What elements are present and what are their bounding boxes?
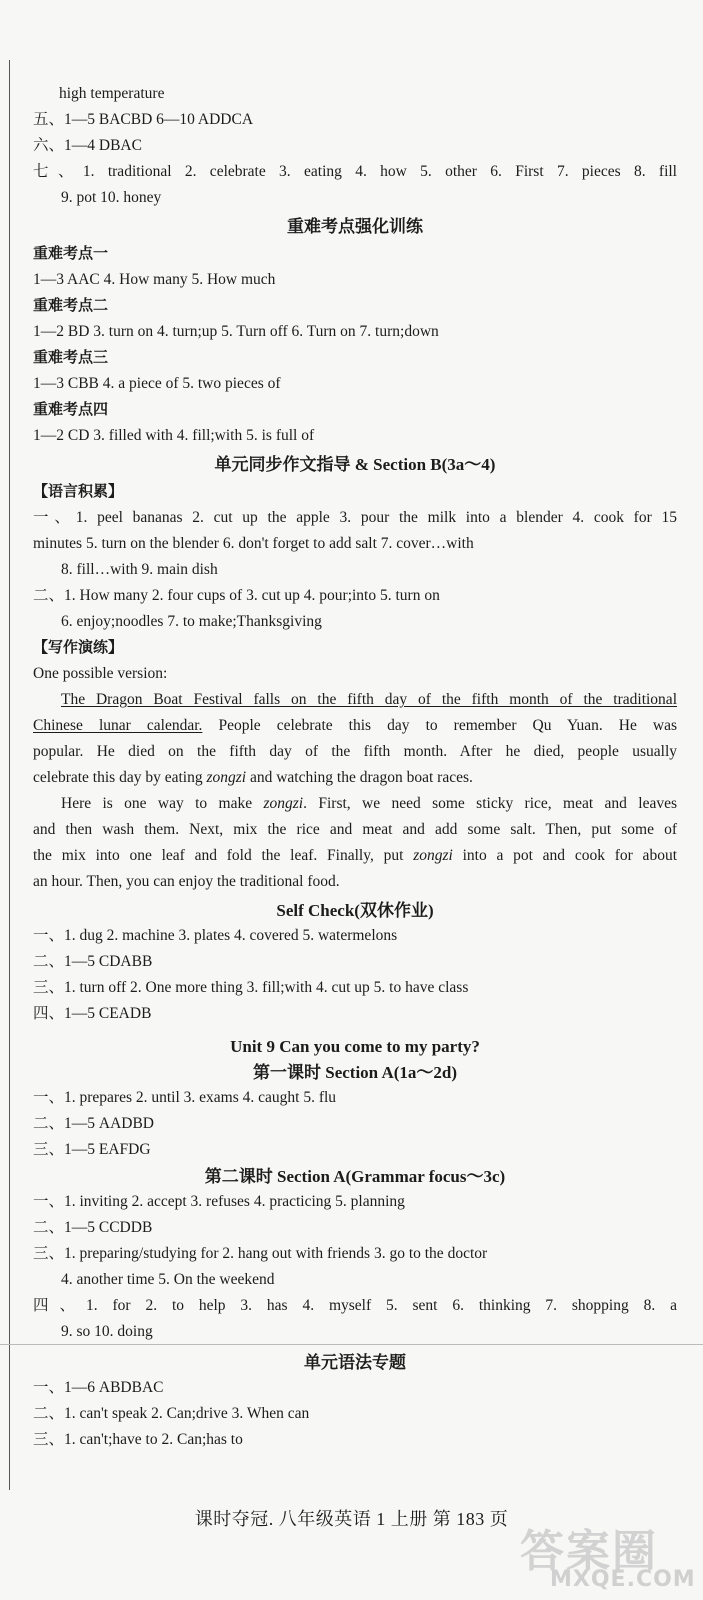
essay-line: an hour. Then, you can enjoy the traditional food. xyxy=(33,873,340,890)
essay-underlined-text: Chinese lunar calendar. xyxy=(33,717,203,734)
answer-line: 二、1. How many 2. four cups of 3. cut up 4. pour;into 5. turn on xyxy=(33,587,440,604)
essay-text: People celebrate this day to remember Qu Yuan. He was xyxy=(202,717,677,734)
section-heading: Self Check(双休作业) xyxy=(276,901,434,920)
essay-line: The Dragon Boat Festival falls on the fifth day of the fifth month of the traditional xyxy=(61,691,677,708)
essay-text: Here is one way to make xyxy=(61,795,264,812)
watermark-url: MXQE.COM xyxy=(550,1567,696,1592)
essay-text: celebrate this day by eating xyxy=(33,769,207,786)
answer-line: 五、1—5 BACBD 6—10 ADDCA xyxy=(33,111,254,128)
essay-line xyxy=(33,716,677,736)
answer-line: 六、1—4 DBAC xyxy=(33,137,142,154)
left-margin-rule xyxy=(9,60,10,1490)
essay-text: and watching the dragon boat races. xyxy=(246,769,473,786)
answer-line: 1—2 CD 3. filled with 4. fill;with 5. is full of xyxy=(33,427,315,444)
page-footer: 课时夺冠. 八年级英语 1 上册 第 183 页 xyxy=(194,1509,509,1529)
answer-line: 1—3 AAC 4. How many 5. How much xyxy=(33,271,276,288)
answer-line: 三、1. can't;have to 2. Can;has to xyxy=(33,1431,243,1448)
answer-line: 一、1. dug 2. machine 3. plates 4. covered 5. watermelons xyxy=(33,927,398,944)
answer-line: 二、1. can't speak 2. Can;drive 3. When can xyxy=(33,1405,310,1422)
essay-text: . First, we need some sticky rice, meat and leaves xyxy=(303,795,677,812)
essay-text: the mix into one leaf and fold the leaf. Finally, put xyxy=(33,847,414,864)
essay-italic-text: zongzi xyxy=(206,769,247,786)
subsection-label: 【写作演练】 xyxy=(33,640,124,656)
answer-line: 三、1—5 EAFDG xyxy=(33,1141,151,1158)
answer-line: 8. fill…with 9. main dish xyxy=(61,561,218,578)
fold-line xyxy=(0,1344,703,1345)
lesson-heading: 第一课时 Section A(1a～2d) xyxy=(253,1063,457,1082)
essay-line xyxy=(33,846,677,866)
subsection-label: 重难考点二 xyxy=(33,298,109,314)
answer-line: 9. pot 10. honey xyxy=(61,189,162,206)
unit-title: Unit 9 Can you come to my party? xyxy=(230,1037,480,1056)
essay-text: into a pot and cook for about xyxy=(452,847,677,864)
essay-line: popular. He died on the fifth day of the fifth month. After he died, people usually xyxy=(33,743,677,760)
answer-line: 1—3 CBB 4. a piece of 5. two pieces of xyxy=(33,375,281,392)
essay-italic-text: zongzi xyxy=(413,847,453,864)
subsection-label: 重难考点三 xyxy=(33,350,109,366)
answer-line: One possible version: xyxy=(33,665,168,682)
answer-line: 三、1. preparing/studying for 2. hang out with friends 3. go to the doctor xyxy=(33,1245,488,1262)
answer-line: 一、1. peel bananas 2. cut up the apple 3. pour the milk into a blender 4. cook for 15 xyxy=(33,509,677,526)
answer-line: 二、1—5 AADBD xyxy=(33,1115,154,1132)
answer-line: minutes 5. turn on the blender 6. don't forget to add salt 7. cover…with xyxy=(33,535,474,552)
answer-line: 一、1—6 ABDBAC xyxy=(33,1379,164,1396)
answer-line: 三、1. turn off 2. One more thing 3. fill;with 4. cut up 5. to have class xyxy=(33,979,469,996)
answer-line: 4. another time 5. On the weekend xyxy=(61,1271,275,1288)
essay-line xyxy=(33,768,473,788)
answer-line: 一、1. prepares 2. until 3. exams 4. caught 5. flu xyxy=(33,1089,337,1106)
answer-line: 二、1—5 CCDDB xyxy=(33,1219,153,1236)
essay-italic-text: zongzi xyxy=(263,795,304,812)
answer-line: 四、1. for 2. to help 3. has 4. myself 5. sent 6. thinking 7. shopping 8. a xyxy=(33,1297,677,1314)
subsection-label: 重难考点一 xyxy=(33,246,109,262)
section-heading: 重难考点强化训练 xyxy=(287,217,423,236)
watermark-logo xyxy=(520,1515,700,1595)
answer-line: 1—2 BD 3. turn on 4. turn;up 5. Turn off 6. Turn on 7. turn;down xyxy=(33,323,439,340)
section-heading: 单元同步作文指导 & Section B(3a～4) xyxy=(214,455,496,474)
answer-line: 二、1—5 CDABB xyxy=(33,953,153,970)
watermark-logo-text: 答案圈 xyxy=(520,1526,658,1577)
section-heading: 单元语法专题 xyxy=(304,1353,406,1372)
answer-line: 七、1. traditional 2. celebrate 3. eating 4. how 5. other 6. First 7. pieces 8. fill xyxy=(33,163,677,180)
answer-line: 四、1—5 CEADB xyxy=(33,1005,152,1022)
answer-line: 一、1. inviting 2. accept 3. refuses 4. practicing 5. planning xyxy=(33,1193,405,1210)
subsection-label: 【语言积累】 xyxy=(33,484,124,500)
essay-line xyxy=(61,794,677,814)
answer-line: 6. enjoy;noodles 7. to make;Thanksgiving xyxy=(61,613,322,630)
essay-line: and then wash them. Next, mix the rice and meat and add some salt. Then, put some of xyxy=(33,821,677,838)
answer-line: 9. so 10. doing xyxy=(61,1323,153,1340)
lesson-heading: 第二课时 Section A(Grammar focus～3c) xyxy=(204,1167,506,1186)
answer-line: high temperature xyxy=(59,85,165,102)
subsection-label: 重难考点四 xyxy=(33,402,109,418)
